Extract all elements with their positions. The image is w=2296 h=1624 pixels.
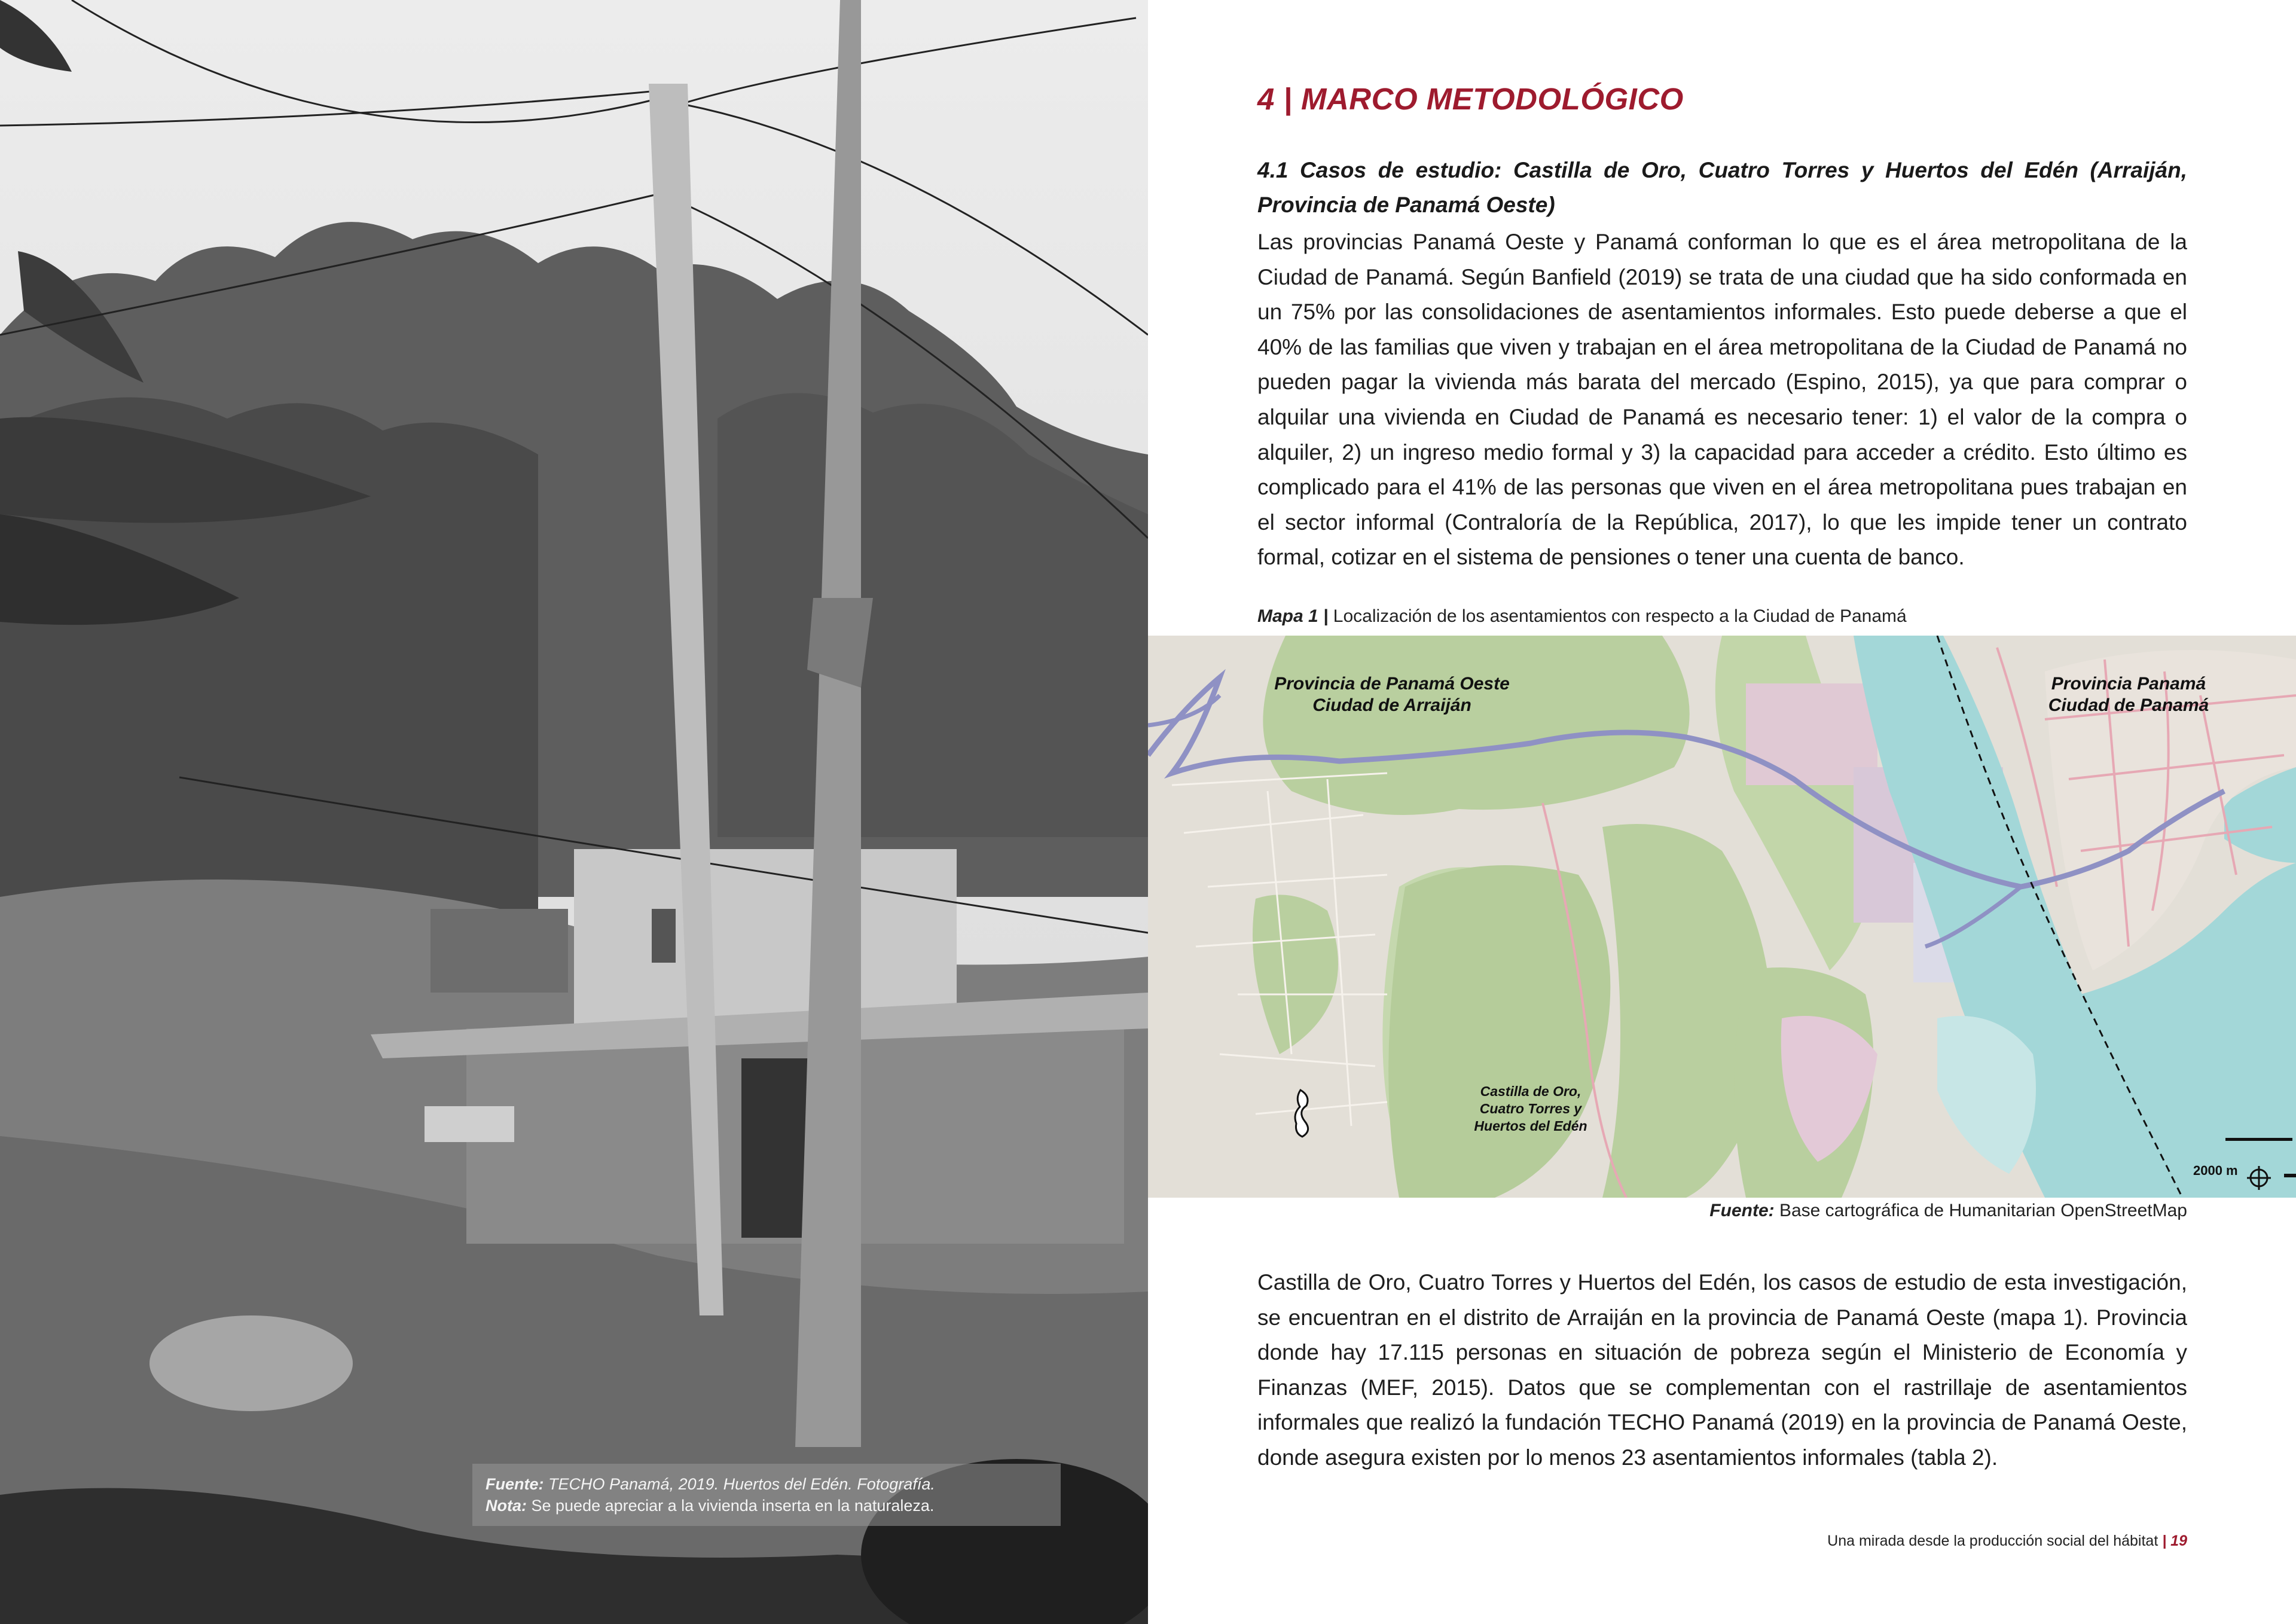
footer-separator: | [2162,1533,2167,1549]
body-paragraph-1: Las provincias Panamá Oeste y Panamá conforman lo que es el área metropolitana de la Ciudad de Panamá. Según Banfield (2019) se trata de una ciudad que ha sido conformada en un 75% por las consolidaciones de asentamientos informales. Esto puede deberse a que el 40% de las familias que viven y trabajan en el área metropolitana de la Ciudad de Panamá no pueden pagar la vivienda más barata del mercado (Espino, 2015), ya que para comprar o alquilar una vivienda en Ciudad de Panamá es necesario tener: 1) el valor de la compra o alquiler, 2) un ingreso medio formal y 3) la capacidad para acceder a crédito. Esto último es complicado para el 41% de las personas que viven en el área metropolitana pues trabajan en el sector informal (Contraloría de la República, 2017), lo que les impide tener un contrato formal, cotizar en el sistema de pensiones o tener una cuenta de banco. [1257,230,2187,570]
photo-source-text: TECHO Panamá, 2019. Huertos del Edén. Fotografía. [544,1475,935,1493]
page-number: 19 [2166,1533,2187,1549]
map-caption-label: Mapa 1 | [1257,606,1329,626]
map-source-label: Fuente: [1709,1201,1775,1220]
photo-source-label: Fuente: [486,1475,544,1493]
map-label-study-sites: Castilla de Oro, Cuatro Torres y Huertos del Edén [1474,1083,1587,1134]
map-source-text: Base cartográfica de Humanitarian OpenStreetMap [1774,1201,2187,1220]
map-source [1709,1201,2187,1221]
map-caption [1257,606,1907,627]
map-label-panama-oeste: Provincia de Panamá Oeste Ciudad de Arraiján [1274,674,1510,715]
body-paragraph-2: Castilla de Oro, Cuatro Torres y Huertos del Edén, los casos de estudio de esta investigación, se encuentran en el distrito de Arraiján en la provincia de Panamá Oeste (mapa 1). Provincia donde hay 17.115 personas en situación de pobreza según el Ministerio de Economía y Finanzas (MEF, 2015). Datos que se complementan con el rastrillaje de asentamientos informales que realizó la fundación TECHO Panamá (2019) en la provincia de Panamá Oeste, donde asegura existen por lo menos 23 asentamientos informales (tabla 2). [1257,1270,2187,1470]
footer-text: Una mirada desde la producción social del hábitat [1827,1533,2163,1549]
photo-note-label: Nota: [486,1497,527,1515]
photo-caption [472,1464,1061,1526]
scale-bar-label: 2000 m [2193,1163,2238,1178]
chapter-title: 4 | MARCO METODOLÓGICO [1257,82,1684,116]
scale-bar [2225,1138,2292,1141]
map-illustration [1148,636,2296,1198]
map-label-panama-city: Provincia Panamá Ciudad de Panamá [2048,674,2209,715]
location-map [1148,636,2296,1198]
map-caption-text: Localización de los asentamientos con respecto a la Ciudad de Panamá [1328,606,1907,626]
section-heading: 4.1 Casos de estudio: Castilla de Oro, Cuatro Torres y Huertos del Edén (Arraiján, Provincia de Panamá Oeste) [1257,158,2187,217]
page-footer [1827,1533,2187,1550]
photo-note-text: Se puede apreciar a la vivienda inserta en la naturaleza. [527,1497,935,1515]
